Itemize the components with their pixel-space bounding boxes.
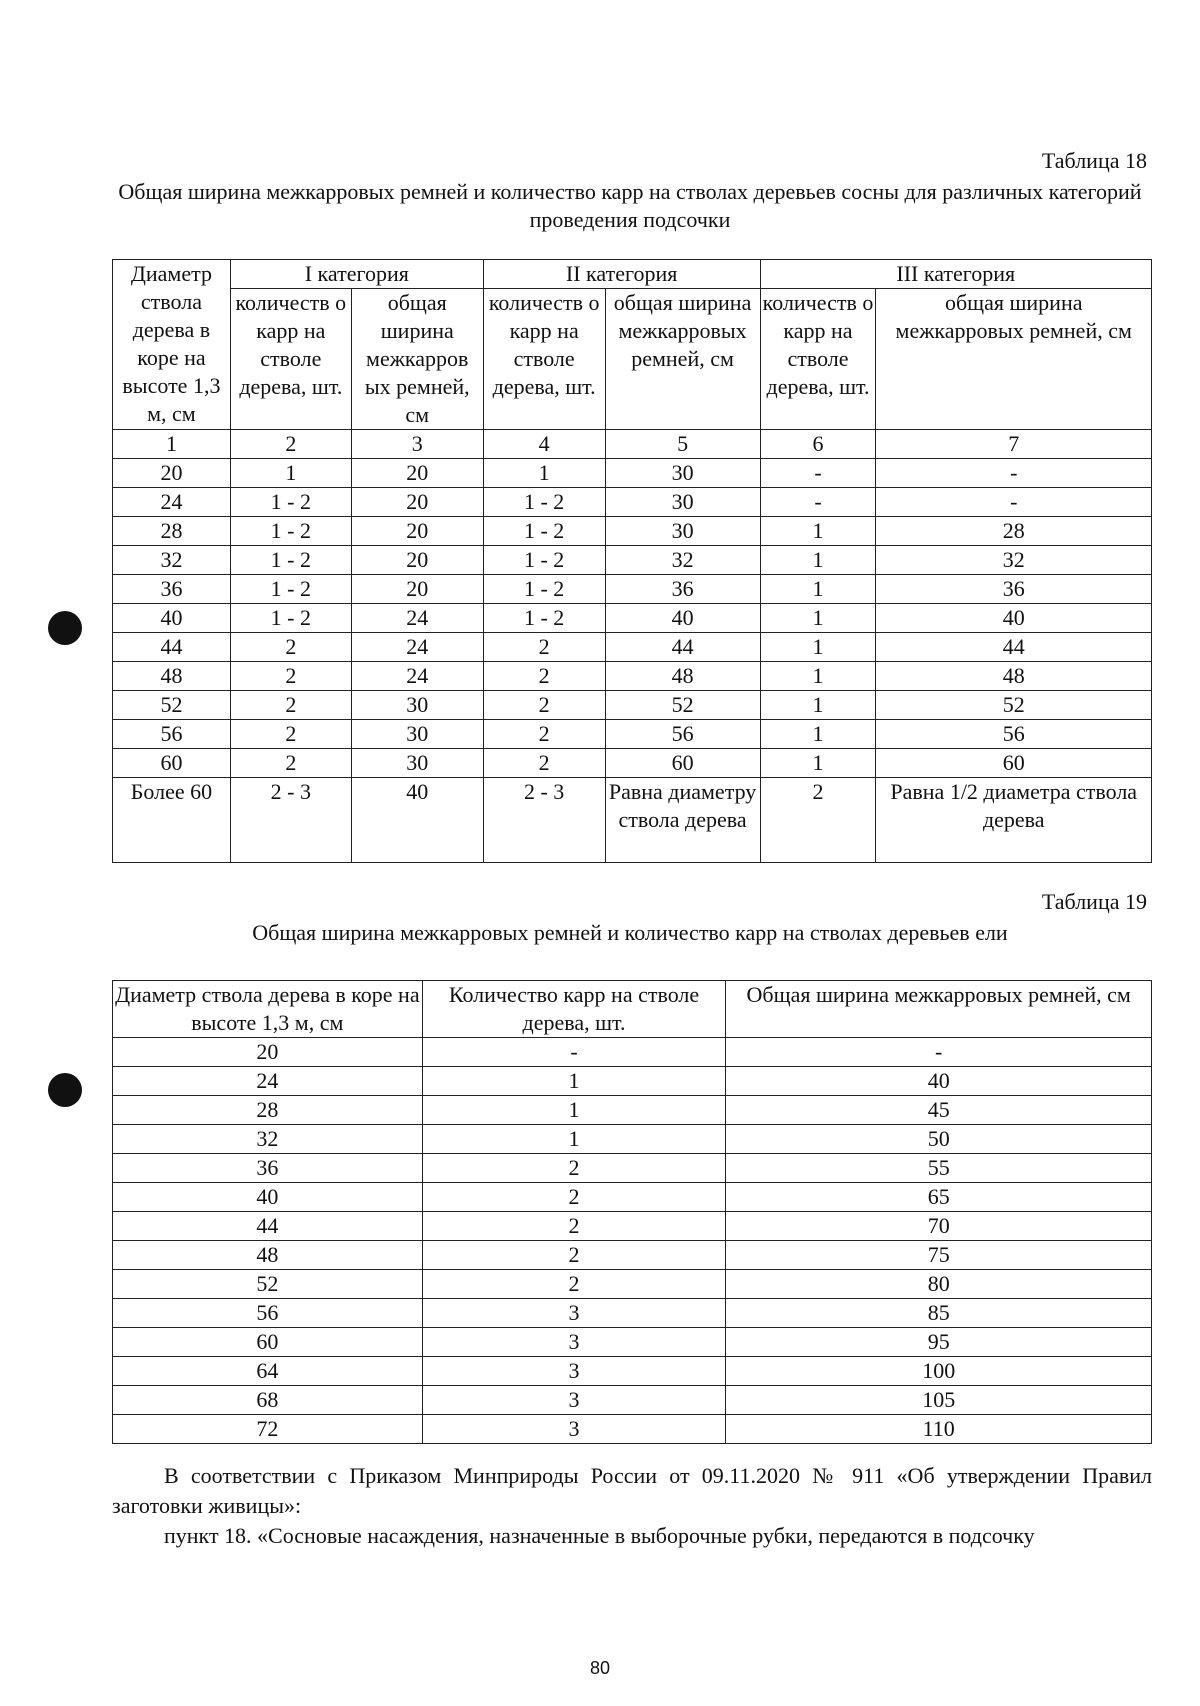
column-number: 3: [351, 430, 483, 459]
table-cell: 72: [113, 1415, 423, 1444]
table-cell: 2: [422, 1270, 726, 1299]
header-width-3: общая ширина межкарровых ремней, см: [876, 289, 1152, 430]
table18-title: Общая ширина межкарровых ремней и количество карр на стволах деревьев сосны для различных категорий проведения подсочки: [118, 179, 1142, 232]
table-cell: 65: [726, 1183, 1152, 1212]
header-diameter: Диаметр ствола дерева в коре на высоте 1,3 м, см: [113, 260, 231, 430]
table-cell: 2: [230, 749, 351, 778]
table-cell: 1 - 2: [230, 517, 351, 546]
table-cell: 2: [422, 1154, 726, 1183]
table-cell: 20: [351, 546, 483, 575]
table-cell: 44: [113, 633, 231, 662]
table-cell: 1: [230, 459, 351, 488]
table-row: [113, 1067, 1152, 1096]
table-cell: 20: [351, 517, 483, 546]
table-cell: 2: [483, 662, 605, 691]
table-cell: 3: [422, 1357, 726, 1386]
table-cell: 20: [351, 459, 483, 488]
table-row: [113, 1183, 1152, 1212]
table-row: [113, 720, 1152, 749]
table18-label: Таблица 18: [1041, 148, 1147, 173]
header-count-3: количеств о карр на стволе дерева, шт.: [760, 289, 876, 430]
table-cell: 30: [605, 459, 760, 488]
table-cell: 55: [726, 1154, 1152, 1183]
table-cell: 2: [483, 749, 605, 778]
table-cell: 1: [760, 662, 876, 691]
table-cell: 2: [422, 1212, 726, 1241]
punch-hole: [48, 611, 82, 645]
table-cell: 52: [113, 691, 231, 720]
page-number: 80: [589, 1658, 611, 1678]
table-cell: 3: [422, 1386, 726, 1415]
table-cell: 60: [605, 749, 760, 778]
table-cell: 2: [230, 720, 351, 749]
table-cell: 56: [113, 720, 231, 749]
table-cell: 44: [876, 633, 1152, 662]
table-cell: 28: [876, 517, 1152, 546]
header-count-2: количеств о карр на стволе дерева, шт.: [483, 289, 605, 430]
table-cell: 32: [113, 1125, 423, 1154]
table-cell: 1: [760, 633, 876, 662]
table-cell: 1 - 2: [483, 604, 605, 633]
table-cell: 40: [605, 604, 760, 633]
table-row: [113, 1357, 1152, 1386]
header-width-2: общая ширина межкарровых ремней, см: [605, 289, 760, 430]
header-width: Общая ширина межкарровых ремней, см: [726, 981, 1152, 1038]
table-cell: 1: [422, 1125, 726, 1154]
table-row: [113, 633, 1152, 662]
table-cell: 1: [422, 1096, 726, 1125]
table-cell: 1 - 2: [483, 575, 605, 604]
table-cell: 48: [113, 662, 231, 691]
table-cell: 3: [422, 1299, 726, 1328]
table-cell: 56: [113, 1299, 423, 1328]
table-cell: -: [760, 459, 876, 488]
header-width-1: общая ширина межкарров ых ремней, см: [351, 289, 483, 430]
body-paragraph: пункт 18. «Сосновые насаждения, назначенные в выборочные рубки, передаются в подсочку: [164, 1523, 1035, 1548]
table-row: [113, 488, 1152, 517]
table-cell: 56: [605, 720, 760, 749]
table-cell: 2: [483, 720, 605, 749]
column-number-row: [113, 430, 1152, 459]
table-cell: 1: [760, 517, 876, 546]
table-cell: 40: [351, 778, 483, 863]
table-cell: 32: [876, 546, 1152, 575]
table-row: [113, 1299, 1152, 1328]
table-row: [113, 1096, 1152, 1125]
header-category-2: II категория: [483, 260, 760, 289]
table-cell: Равна 1/2 диаметра ствола дерева: [876, 778, 1152, 863]
table-row: [113, 575, 1152, 604]
table-row: [113, 1241, 1152, 1270]
table-cell: 48: [605, 662, 760, 691]
table-cell: 20: [351, 488, 483, 517]
table-cell: 48: [113, 1241, 423, 1270]
table-cell: -: [760, 488, 876, 517]
table-cell: 52: [113, 1270, 423, 1299]
table-row: [113, 1386, 1152, 1415]
table-cell: 1 - 2: [483, 517, 605, 546]
table-cell: -: [876, 459, 1152, 488]
table-cell: 2: [422, 1183, 726, 1212]
table-row: [113, 662, 1152, 691]
column-number: 4: [483, 430, 605, 459]
table-cell: 32: [113, 546, 231, 575]
table-cell: 64: [113, 1357, 423, 1386]
table-cell: 40: [876, 604, 1152, 633]
table-cell: 3: [422, 1328, 726, 1357]
header-count: Количество карр на стволе дерева, шт.: [422, 981, 726, 1038]
table-cell: 2: [230, 633, 351, 662]
column-number: 2: [230, 430, 351, 459]
table-cell: 60: [113, 1328, 423, 1357]
table-cell: 105: [726, 1386, 1152, 1415]
table-cell: 75: [726, 1241, 1152, 1270]
table-cell: Более 60: [113, 778, 231, 863]
column-number: 5: [605, 430, 760, 459]
table-cell: 68: [113, 1386, 423, 1415]
table-cell: 36: [605, 575, 760, 604]
table-cell: 40: [113, 1183, 423, 1212]
table-row: [113, 1154, 1152, 1183]
table-row: [113, 459, 1152, 488]
table-cell: 40: [726, 1067, 1152, 1096]
table-cell: 30: [605, 517, 760, 546]
table-cell: 1: [760, 720, 876, 749]
table-cell: 1 - 2: [230, 488, 351, 517]
table-cell: 1: [760, 575, 876, 604]
table-cell: 2 - 3: [230, 778, 351, 863]
table-cell: 36: [113, 575, 231, 604]
table-cell: 1: [760, 546, 876, 575]
table19-title: Общая ширина межкарровых ремней и количество карр на стволах деревьев ели: [252, 920, 1008, 945]
table-row: [113, 1415, 1152, 1444]
column-number: 6: [760, 430, 876, 459]
header-diameter: Диаметр ствола дерева в коре на высоте 1,3 м, см: [113, 981, 423, 1038]
table-cell: 44: [113, 1212, 423, 1241]
table-cell: -: [876, 488, 1152, 517]
table-cell: 2: [230, 662, 351, 691]
table-cell: 1 - 2: [230, 575, 351, 604]
table-cell: 36: [876, 575, 1152, 604]
table-row: [113, 1212, 1152, 1241]
table-cell: -: [726, 1038, 1152, 1067]
table-cell: 50: [726, 1125, 1152, 1154]
table-cell: 30: [351, 691, 483, 720]
table-cell: 1: [760, 691, 876, 720]
table-cell: 52: [605, 691, 760, 720]
table-cell: 30: [351, 720, 483, 749]
header-count-1: количеств о карр на стволе дерева, шт.: [230, 289, 351, 430]
table-cell: 2: [760, 778, 876, 863]
table-cell: 40: [113, 604, 231, 633]
table-cell: 20: [113, 459, 231, 488]
column-number: 1: [113, 430, 231, 459]
header-category-1: I категория: [230, 260, 483, 289]
table19: [112, 980, 1152, 1444]
table-cell: 1 - 2: [230, 546, 351, 575]
table-cell: 2: [483, 633, 605, 662]
table18: [112, 259, 1152, 863]
table-cell: 32: [605, 546, 760, 575]
table-cell: 28: [113, 1096, 423, 1125]
table-cell: 36: [113, 1154, 423, 1183]
table-cell: 1: [483, 459, 605, 488]
table-cell: 1 - 2: [230, 604, 351, 633]
table-row: [113, 1125, 1152, 1154]
table-row: [113, 546, 1152, 575]
table-cell: 1 - 2: [483, 546, 605, 575]
table-cell: 30: [351, 749, 483, 778]
table-cell: 45: [726, 1096, 1152, 1125]
table-cell: 85: [726, 1299, 1152, 1328]
table-cell: 30: [605, 488, 760, 517]
table-cell: 1: [422, 1067, 726, 1096]
table-cell: 44: [605, 633, 760, 662]
table-cell: 20: [351, 575, 483, 604]
punch-hole: [48, 1073, 82, 1107]
table-row: [113, 1328, 1152, 1357]
table-cell: 24: [113, 1067, 423, 1096]
body-paragraph: В соответствии с Приказом Минприроды России от 09.11.2020 № 911 «Об утверждении Правил заготовки живицы»:: [112, 1463, 1152, 1518]
table-cell: 80: [726, 1270, 1152, 1299]
table-row: [113, 749, 1152, 778]
table-cell: 1: [760, 749, 876, 778]
table-row: [113, 517, 1152, 546]
table-cell: 24: [351, 633, 483, 662]
table-row: [113, 1270, 1152, 1299]
table-cell: 110: [726, 1415, 1152, 1444]
table-cell: 70: [726, 1212, 1152, 1241]
table-cell: 24: [351, 662, 483, 691]
table-cell: 20: [113, 1038, 423, 1067]
table-cell: 24: [113, 488, 231, 517]
table-cell: 3: [422, 1415, 726, 1444]
table-row: [113, 604, 1152, 633]
table-cell: 2: [483, 691, 605, 720]
table-cell: 2: [230, 691, 351, 720]
table-cell: 48: [876, 662, 1152, 691]
column-number: 7: [876, 430, 1152, 459]
table-cell: 28: [113, 517, 231, 546]
table-cell: 1 - 2: [483, 488, 605, 517]
table-cell: 56: [876, 720, 1152, 749]
table-cell: 60: [113, 749, 231, 778]
table-cell: 95: [726, 1328, 1152, 1357]
table-row: [113, 691, 1152, 720]
table-cell: 2 - 3: [483, 778, 605, 863]
table-cell: 100: [726, 1357, 1152, 1386]
table-cell: 60: [876, 749, 1152, 778]
table-cell: -: [422, 1038, 726, 1067]
table-cell: 24: [351, 604, 483, 633]
table-row: [113, 1038, 1152, 1067]
table-cell: 52: [876, 691, 1152, 720]
header-category-3: III категория: [760, 260, 1151, 289]
table-row: [113, 778, 1152, 863]
table19-label: Таблица 19: [1041, 889, 1147, 914]
table-cell: 1: [760, 604, 876, 633]
table-cell: 2: [422, 1241, 726, 1270]
table-cell: Равна диаметру ствола дерева: [605, 778, 760, 863]
